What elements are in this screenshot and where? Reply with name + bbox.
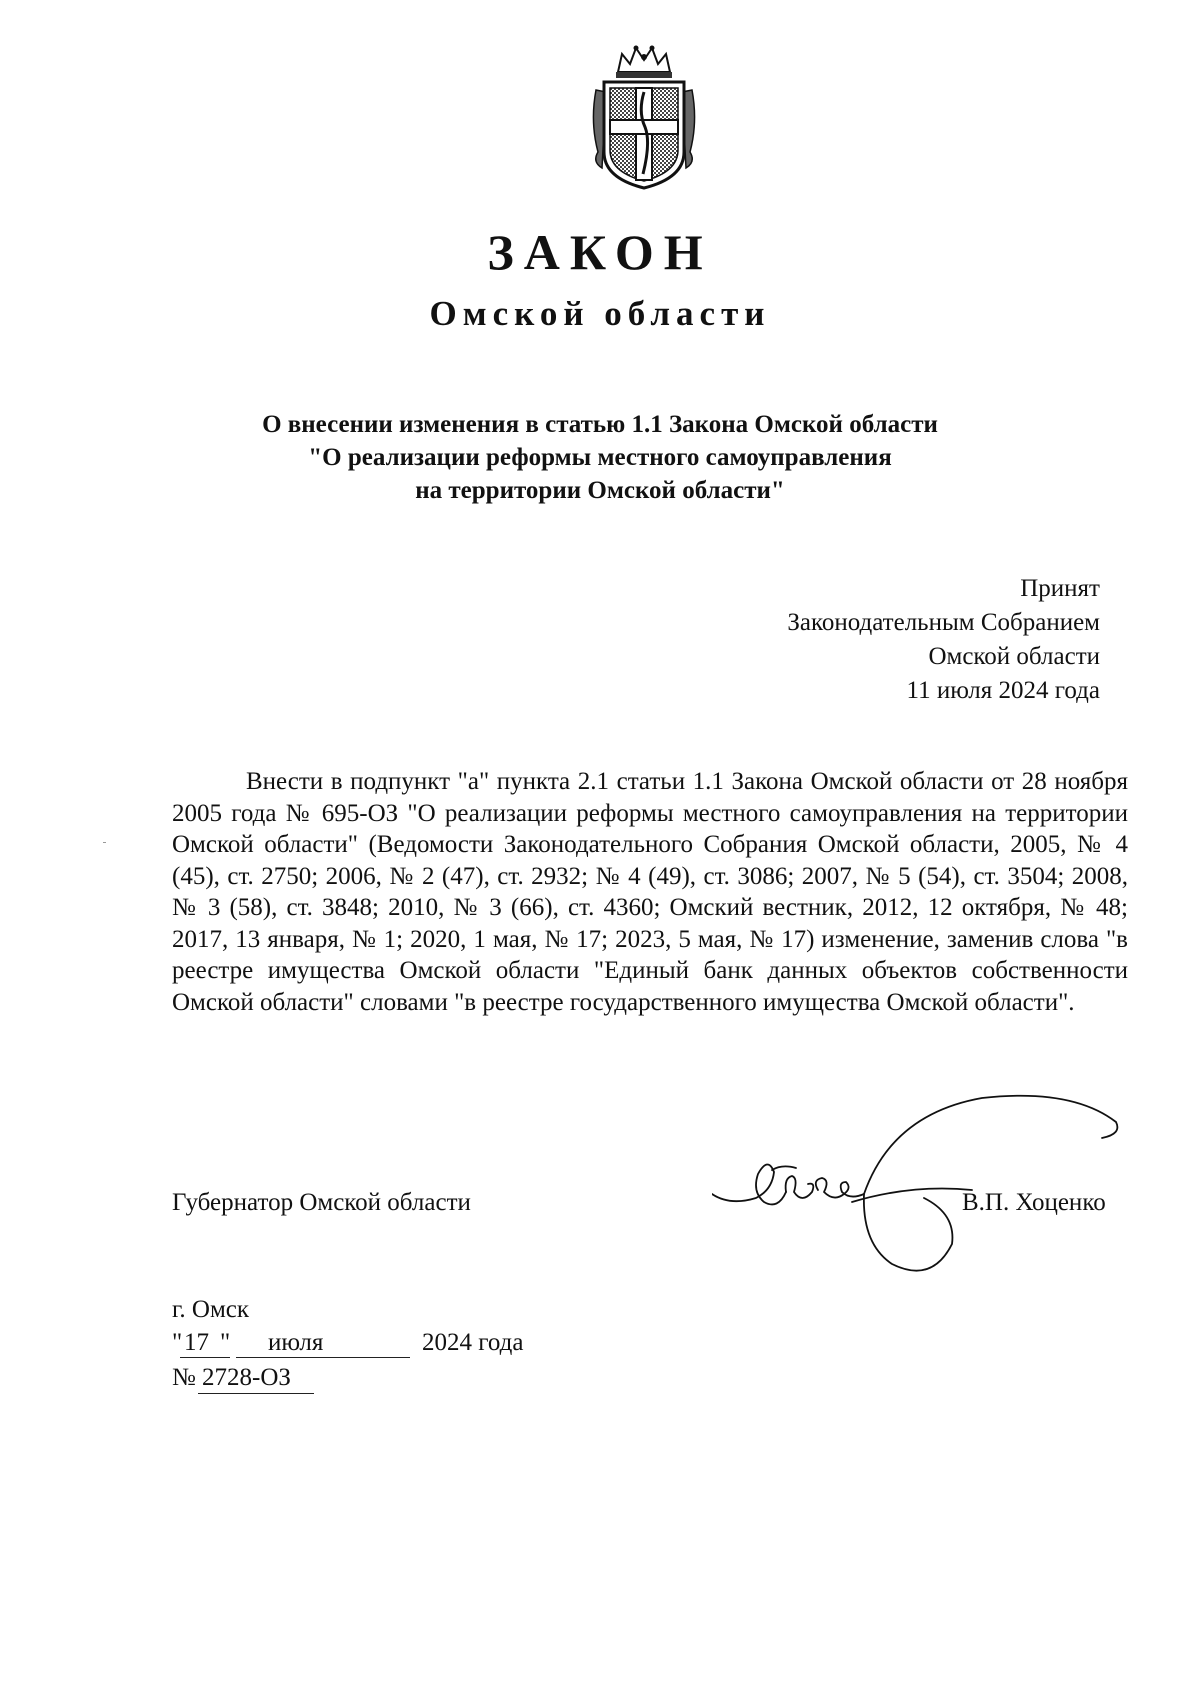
adoption-line: Принят bbox=[1020, 575, 1100, 602]
signing-date bbox=[172, 1327, 572, 1363]
signatory-name: В.П. Хоценко bbox=[962, 1189, 1106, 1216]
adoption-date: 11 июля 2024 года bbox=[906, 677, 1100, 704]
law-body-paragraph: Внести в подпункт "а" пункта 2.1 статьи 1.1 Закона Омской области от 28 ноября 2005 года № 695-ОЗ "О реализации реформы местного самоуправления на территории Омской области" (Ведомости Законодательного Собрания Омской области, 2005, № 4 (45), ст. 2750; 2006, № 2 (47), ст. 2932; № 4 (49), ст. 3086; 2007, № 5 (54), ст. 3504; 2008, № 3 (58), ст. 3848; 2010, № 3 (66), ст. 4360; Омский вестник, 2012, 12 октября, № 48; 2017, 13 января, № 1; 2020, 1 мая, № 17; 2023, 5 мая, № 17) изменение, заменив слова "в реестре имущества Омской области "Единый банк данных объектов собственности Омской области" словами "в реестре государственного имущества Омской области". bbox=[172, 768, 1128, 1016]
adoption-block bbox=[787, 572, 1100, 708]
date-day-underline bbox=[180, 1357, 230, 1358]
date-quote-open: " bbox=[172, 1329, 183, 1356]
number-sign: № bbox=[172, 1364, 196, 1391]
date-month: июля bbox=[268, 1329, 324, 1356]
number-value: 2728-ОЗ bbox=[202, 1364, 291, 1391]
signing-place: г. Омск bbox=[172, 1296, 250, 1323]
law-number bbox=[172, 1362, 372, 1398]
date-month-underline bbox=[236, 1357, 410, 1358]
coat-of-arms-icon bbox=[588, 42, 700, 192]
adoption-line: Законодательным Собранием bbox=[787, 609, 1100, 636]
law-title bbox=[150, 408, 1050, 507]
date-year: 2024 года bbox=[422, 1329, 524, 1356]
number-underline bbox=[198, 1393, 314, 1394]
law-title-line: О внесении изменения в статью 1.1 Закона Омской области bbox=[262, 411, 938, 438]
scan-artifact bbox=[103, 842, 106, 843]
law-title-line: на территории Омской области" bbox=[415, 477, 785, 504]
document-region-subtitle: Омской области bbox=[429, 294, 771, 333]
date-quote-close: " bbox=[220, 1329, 231, 1356]
signatory-position: Губернатор Омской области bbox=[172, 1189, 471, 1216]
document-type-title: ЗАКОН bbox=[487, 224, 713, 280]
adoption-line: Омской области bbox=[928, 643, 1100, 670]
law-title-line: "О реализации реформы местного самоуправления bbox=[308, 444, 892, 471]
date-day: 17 bbox=[184, 1329, 209, 1356]
